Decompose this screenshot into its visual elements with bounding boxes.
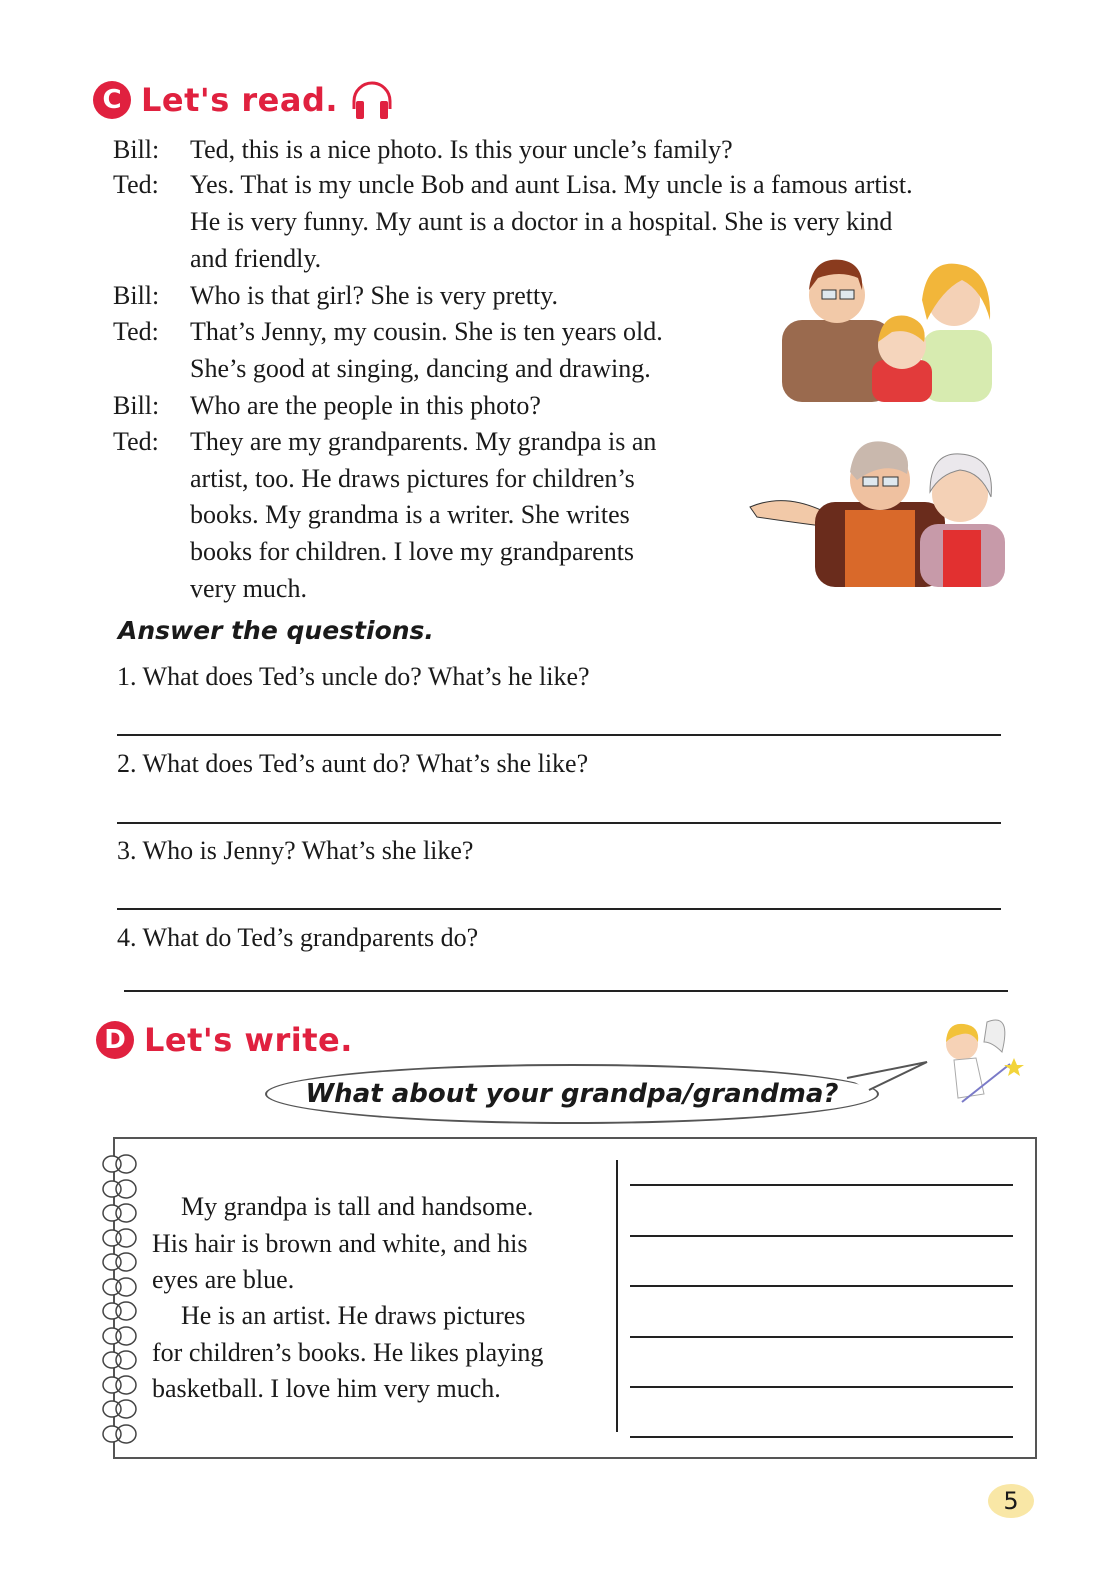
- section-d-badge: D: [96, 1021, 134, 1059]
- sample-line-4: He is an artist. He draws pictures: [181, 1301, 526, 1330]
- bubble-text: What about your grandpa/grandma?: [305, 1079, 839, 1109]
- grandparents-illustration: [745, 432, 1010, 587]
- spiral-ring-icon: [100, 1348, 140, 1372]
- writing-line-3[interactable]: [630, 1285, 1013, 1287]
- speaker-label: Bill:: [113, 135, 160, 164]
- answer-line-2[interactable]: [117, 822, 1001, 824]
- speaker-label: Ted:: [113, 317, 159, 346]
- speaker-label: Ted:: [113, 427, 159, 456]
- dialogue-line: artist, too. He draws pictures for children’s: [190, 464, 635, 493]
- writing-line-1[interactable]: [630, 1184, 1013, 1186]
- spiral-ring-icon: [100, 1422, 140, 1446]
- spiral-ring-icon: [100, 1324, 140, 1348]
- spiral-ring-icon: [100, 1299, 140, 1323]
- writing-line-4[interactable]: [630, 1336, 1013, 1338]
- bubble-tail: [845, 1058, 935, 1098]
- angel-illustration: [932, 1012, 1027, 1120]
- section-c-badge: C: [93, 81, 131, 119]
- section-c-title: Let's read.: [141, 81, 339, 119]
- question-1: 1. What does Ted’s uncle do? What’s he like?: [117, 662, 590, 691]
- sample-line-1: My grandpa is tall and handsome.: [181, 1192, 534, 1221]
- sample-line-5: for children’s books. He likes playing: [152, 1338, 544, 1367]
- sample-line-2: His hair is brown and white, and his: [152, 1229, 528, 1258]
- writing-line-6[interactable]: [630, 1436, 1013, 1438]
- dialogue-line: very much.: [190, 574, 307, 603]
- spiral-ring-icon: [100, 1250, 140, 1274]
- section-d-title: Let's write.: [144, 1021, 353, 1059]
- speech-bubble: [265, 1064, 879, 1124]
- uncle-family-illustration: [762, 250, 997, 402]
- dialogue-line: They are my grandparents. My grandpa is an: [190, 427, 657, 456]
- spiral-ring-icon: [100, 1397, 140, 1421]
- sample-line-3: eyes are blue.: [152, 1265, 295, 1294]
- dialogue-line: That’s Jenny, my cousin. She is ten years old.: [190, 317, 663, 346]
- spiral-ring-icon: [100, 1275, 140, 1299]
- dialogue-line: and friendly.: [190, 244, 322, 273]
- notebook-divider: [616, 1160, 618, 1432]
- spiral-ring-icon: [100, 1226, 140, 1250]
- headphones-icon[interactable]: [348, 79, 396, 121]
- writing-line-5[interactable]: [630, 1386, 1013, 1388]
- dialogue-line: She’s good at singing, dancing and drawing.: [190, 354, 651, 383]
- dialogue-line: books for children. I love my grandparents: [190, 537, 635, 566]
- answer-line-1[interactable]: [117, 734, 1001, 736]
- dialogue-line: books. My grandma is a writer. She writes: [190, 500, 630, 529]
- spiral-ring-icon: [100, 1201, 140, 1225]
- answer-line-3[interactable]: [117, 908, 1001, 910]
- dialogue-line: Who are the people in this photo?: [190, 391, 541, 420]
- sample-line-6: basketball. I love him very much.: [152, 1374, 501, 1403]
- speaker-label: Ted:: [113, 170, 159, 199]
- spiral-ring-icon: [100, 1373, 140, 1397]
- question-3: 3. Who is Jenny? What’s she like?: [117, 836, 474, 865]
- answer-heading: Answer the questions.: [118, 616, 434, 645]
- dialogue-line: He is very funny. My aunt is a doctor in a hospital. She is very kind: [190, 207, 893, 236]
- question-2: 2. What does Ted’s aunt do? What’s she like?: [117, 749, 589, 778]
- spiral-ring-icon: [100, 1177, 140, 1201]
- speaker-label: Bill:: [113, 281, 160, 310]
- writing-line-2[interactable]: [630, 1235, 1013, 1237]
- spiral-ring-icon: [100, 1152, 140, 1176]
- dialogue-line: Yes. That is my uncle Bob and aunt Lisa. My uncle is a famous artist.: [190, 170, 913, 199]
- section-d-header: [96, 1021, 353, 1059]
- page-number: 5: [988, 1484, 1034, 1518]
- section-c-header: [93, 79, 396, 121]
- speaker-label: Bill:: [113, 391, 160, 420]
- answer-line-4[interactable]: [124, 990, 1008, 992]
- dialogue-line: Who is that girl? She is very pretty.: [190, 281, 559, 310]
- question-4: 4. What do Ted’s grandparents do?: [117, 923, 479, 952]
- dialogue-line: Ted, this is a nice photo. Is this your uncle’s family?: [190, 135, 733, 164]
